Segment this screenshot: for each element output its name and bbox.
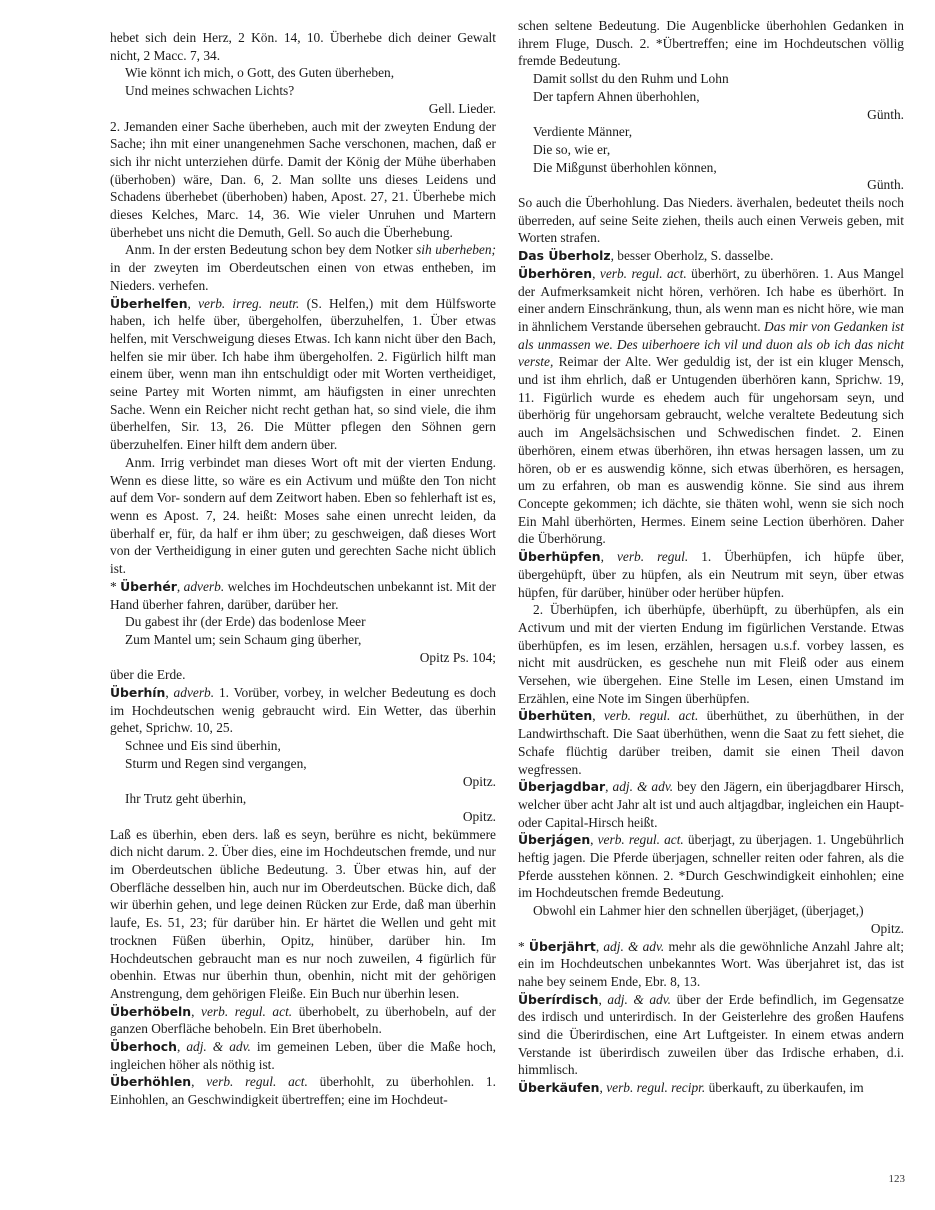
paragraph: schen seltene Bedeutung. Die Augenblicke überhohlen Gedanken in ihrem Fluge, Dusch. 2. *Übertreffen; eine im Hochdeutschen völlig fremde Bedeutung. [518,18,904,69]
entry-text: Reimar der Alte. Wer geduldig ist, der ist ein kluger Mensch, und ist ihm ehrlich, daß er Untugenden überhören kann, Sprichw. 19, 11. Figürlich wurde es ehedem auch für ungehorsam seyn, und überhörig für ungehorsam gebraucht, welche veraltete Bedeutung sich auch im Angelsächsischen und Schwedischen findet. 2. Einen überhören, einem etwas überhören, ihn etwas hersagen lassen, um zu hören, ob er es auswendig könne, sich etwas überhören, es hersagen, um zu erfahren, ob man es auswendig könne. Sie sind aus ihrem Concepte gekommen; ich dächte, sie thäten wohl, wenn sie sich noch Ein Mahl überhörten, Hermes. Einem seine Lection überhören. Daher die Überhörung. [518,354,904,547]
dictionary-entry: Überjágen, verb. regul. act. überjagt, zu überjagen. 1. Ungebührlich heftig jagen. Die Pferde überjagen, schneller reiten oder fahren, als die Pferde ausstehen können. 2. *Durch Geschwindigkeit einhohlen; eine im Hochdeutschen fremde Bedeutung. [518,832,904,901]
annotation-paragraph [110,241,496,294]
dictionary-entry: * Überjährt, adj. & adv. mehr als die gewöhnliche Anzahl Jahre alt; ein im Hochdeutschen unbekanntes Wort. Was überjahret ist, das ist nahe bey seinem Ende, Ebr. 8, 13. [518,938,904,989]
dictionary-entry: Überhören, verb. regul. act. überhört, zu überhören. 1. Aus Mangel der Aufmerksamkeit nicht hören, verhören. Ich habe es überhört. In einer andern Einschränkung, thun, als wenn man es nicht höre, wie man in ähnlichem Verstande übersehen gebraucht. Das mir von Gedanken ist als unmassen we. Des uiberhoere ich vil und duon als ob ich das nicht verste, Reimar der Alte. Wer geduldig ist, der ist ein kluger Mensch, und ist ihm ehrlich, daß er Untugenden überhören kann, Sprichw. 19, 11. Figürlich wurde es ehedem auch für ungehorsam seyn, und überhörig für ungehorsam gebraucht, welche veraltete Bedeutung sich auch im Angelsächsischen und Schwedischen findet. 2. Einen überhören, einem etwas überhören, ihn etwas hersagen lassen, um zu hören, ob er es auswendig könne, sich etwas überhören, es hersagen, um zu erfahren, ob man es auswendig könne. Sie sind aus ihrem Concepte gekommen; ich dächte, sie thäten wohl, wenn sie sich noch Ein Mahl überhörten, Hermes. Einem seine Lection überhören. Daher die Überhörung. [518,265,904,547]
grammar-label: adverb. [173,685,215,701]
dictionary-entry: Überírdisch, adj. & adv. über der Erde befindlich, im Gegensatze des irdisch und unterirdisch. In der Geisterlehre des großen Haufens sind die Überirdischen, eine Art Luftgeister. In einem etwas andern Verstande ist überirdisch zuweilen über das Irdische erhaben, d.i. himmlisch. [518,991,905,1078]
headword: Überjährt [528,938,596,954]
annotation-text: in der zweyten im Oberdeutschen einen von etwas entheben, im Nieders. verhefen. [110,260,496,293]
grammar-label: verb. irreg. neutr. [198,295,300,311]
grammar-label: verb. regul. act. [603,708,699,724]
headword: Überjagdbar [518,779,606,795]
headword: Überhín [110,685,166,701]
paragraph: hebet sich dein Herz, 2 Kön. 14, 10. Überhebe dich deiner Gewalt nicht, 2 Macc. 7, 34. [110,30,496,63]
verse-quote [518,902,904,920]
dictionary-entry: Überhöhlen, verb. regul. act. überhohlt, zu überhohlen. 1. Einhohlen, an Geschwindigkeit übertreffen; eine im Hochdeut- [110,1074,496,1108]
dictionary-entry: Überhüpfen, verb. regul. 1. Überhüpfen, ich hüpfe über, übergehüpft, über zu hüpfen, als ein Neutrum mit seyn, über etwas hüpfen, für darüber, hinüber oder herüber hüpfen. [518,549,904,600]
entry-text: überhüthet, zu überhüthen, in der Landwirthschaft. Die Saat überhüthen, wenn die Saat zu fett siehet, die Schafe flüchtig darüber treiben, damit sie einen Theil davon wegfressen. [518,708,904,777]
dictionary-entry: Überhoch, adj. & adv. im gemeinen Leben, über die Maße hoch, ingleichen höher als nöthig ist. [110,1039,496,1072]
entry-text: überhohlt, zu überhohlen. 1. Einhohlen, an Geschwindigkeit übertreffen; eine im Hochdeut- [110,1074,496,1108]
headword: Überhören [518,265,593,281]
verse-quote [518,70,904,105]
paragraph: 2. Überhüpfen, ich überhüpfe, überhüpft, zu überhüpfen, als ein Activum und mit der vierten Endung im figürlichen Verstande. Etwas überhüpfen, es im lesen, erzählen, hersagen u.s.f. vorbey lassen, es nicht mit ausdrücken, es geschehe nun mit Fleiß oder aus einem Versehen, wie übergehen. Eine Stelle im Lesen, einen Umstand im Erzählen, eine Note im Singen überhüpfen. [518,602,904,706]
verse-quote [110,64,496,99]
grammar-label: adj. & adv. [612,779,674,795]
old-german-quote: sih uberheben; [416,242,496,258]
dictionary-entry: * Überhér, adverb. welches im Hochdeutschen unbekannt ist. Mit der Hand überher fahren, darüber, darüber her. [110,578,496,612]
grammar-label: adj. & adv. [603,938,665,954]
annotation-paragraph: Anm. Irrig verbindet man dieses Wort oft mit der vierten Endung. Wenn es diese litte, so wäre es ein Activum und müßte den Ton nicht auf dem Vor- sondern auf dem Zeitwort haben. Eben so fehlerhaft ist es, wenn es Apost. 7, 24. heißt: Moses sahe einen unrecht leiden, da überhalf er, für, da half er ihm über; zu geschweigen, daß dieses Wort von der Vertheidigung in einer guten und gerechten Sache nicht üblich ist. [110,454,496,577]
obsolete-marker: * [110,578,117,594]
entry-text: überjagt, zu überjagen. 1. Ungebührlich heftig jagen. Die Pferde überjagen, schneller reiten oder fahren, als die Pferde ausstehen können. 2. *Durch Geschwindigkeit einhohlen; eine im Hochdeutschen fremde Bedeutung. [518,832,904,901]
grammar-label: verb. regul. act. [206,1074,308,1090]
grammar-label: verb. regul. act. [599,265,687,281]
dictionary-entry: Überkäufen, verb. regul. recipr. überkauft, zu überkaufen, im [518,1080,864,1096]
entry-text: 1. Vorüber, vorbey, in welcher Bedeutung es doch im Hochdeutschen wenig gebraucht wird. Ein Wetter, das überhin gehet, Sprichw. 10, 25. [110,685,496,736]
headword: Überhöhlen [110,1074,192,1090]
entry-text: überkauft, zu überkaufen, im [708,1080,864,1096]
headword: Das Überholz [518,248,611,264]
grammar-label: adj. & adv. [186,1039,251,1055]
headword: Überhér [120,578,177,594]
verse-quote [518,123,904,176]
grammar-label: adverb. [183,578,225,594]
verse-line: Der tapfern Ahnen überhohlen, [533,88,700,104]
headword: Überhüten [518,708,593,724]
dictionary-entry [518,247,904,265]
citation: Opitz Ps. 104; [419,649,496,665]
headword: Überhelfen [110,295,188,311]
citation: Günth. [867,106,904,122]
verse-line: Die so, wie er, [533,141,611,157]
dictionary-entry: Überjagdbar, adj. & adv. bey den Jägern, ein überjagdbarer Hirsch, welcher über acht Jahr alt ist und auch altjagdbar, ingleichen ein Haupt- oder Capital-Hirsch heißt. [518,779,904,830]
entry-text: über der Erde befindlich, im Gegensatze des irdisch und unterirdisch. In der Geisterlehre des großen Haufens sind die Überirdischen, eine Art Luftgeister. In einem etwas andern Verstande ist überirdisch zuweilen über das Irdische erhaben, d.i. himmlisch. [518,991,905,1078]
entry-text: , besser Oberholz, S. dasselbe. [610,248,774,264]
headword: Überkäufen [518,1080,600,1096]
headword: Überhöbeln [110,1003,192,1019]
verse-line: Und meines schwachen Lichts? [125,83,295,99]
entry-text: 1. Überhüpfen, ich hüpfe über, übergehüpft, über zu hüpfen, als ein Neutrum mit seyn, über etwas hüpfen, für darüber, hinüber oder herüber hüpfen. [518,549,904,600]
verse-quote [110,613,496,648]
citation: Gell. Lieder. [428,100,496,116]
dictionary-entry: Überhelfen, verb. irreg. neutr. (S. Helfen,) mit dem Hülfsworte haben, ich helfe über, übergeholfen, überzuhelfen, 1. Über etwas helfen, mit Verschweigung dieses Etwas. Ich kann nicht über den Bach, helfen sie mir über. Ich habe ihm übergeholfen. 2. Figürlich hilft man einem über, wenn man ihn entschuldigt oder mit Worten vertheidiget, seine Partey mit Worten nimmt, am häufigsten in einer unrechten Sache. Wenn ein Reicher nicht recht gethan hat, so sind viele, die ihm überhelfen, Sir. 13, 26. Die Mütter pflegen den Söhnen gern überzuhelfen. Einer hilft dem andern über. [110,295,496,453]
citation: Günth. [867,177,904,193]
obsolete-marker: * [518,938,525,954]
headword: Überhoch [110,1039,177,1055]
dictionary-entry: Überhöbeln, verb. regul. act. überhobelt, zu überhobeln, auf der ganzen Oberfläche behobeln. Ein Bret überhobeln. [110,1003,496,1037]
verse-quote [110,790,496,808]
verse-line: Sturm und Regen sind vergangen, [125,755,307,771]
annotation-text: Anm. In der ersten Bedeutung schon bey dem Notker [125,242,413,258]
citation: Opitz. [462,808,496,824]
paragraph: 2. Jemanden einer Sache überheben, auch mit der zweyten Endung der Sache; ihn mit einer unangenehmen Sache verschonen, machen, daß er sich ihr nicht unterziehen dürfe. Damit der König der Mühe überhaben (überhoben) wäre, Dan. 6, 2. Man sollte uns dieses Leidens und Schadens überhebet (überhoben) haben, Apost. 27, 21. Überhebe mich dieses Kelches, Marc. 14, 36. Wie vieler Unruhen und Martern überhebet uns nicht die Demuth, Gell. So auch die Überhebung. [110,118,496,240]
verse-line: Verdiente Männer, [533,124,633,140]
headword: Überjágen [518,832,591,848]
grammar-label: verb. regul. act. [597,832,684,848]
verse-quote [110,737,496,772]
grammar-label: verb. regul. [616,549,689,565]
paragraph: Laß es überhin, eben ders. laß es seyn, berühre es nicht, bekümmere dich nicht darum. 2. Über dies, eine im Hochdeutschen fremde, und nur im Oberdeutschen übliche Bedeutung. 3. Über etwas hin, auf der Oberfläche desselben hin, auch nur im Oberdeutschen. Bücke dich, daß wir überhin gehen, und lege deinen Rücken zur Erde, daß man überhin laufe, Es. 51, 23; für darüber hin. Er härtet die Wellen und geht mit trocknen Füßen überhin, Opitz, hinüber, darüber hin. Im Hochdeutschen gebraucht man es nur noch zuweilen, 4 figürlich für obenhin. Etwas nur überhin thun, obenhin, nicht mit der gehörigen Anstrengung, dem gehörigen Fleiße. Ein Buch nur überhin lesen. [110,826,496,1001]
left-column [110,29,496,1109]
headword: Überhüpfen [518,549,601,565]
entry-text: überhobelt, zu überhobeln, auf der ganzen Oberfläche behobeln. Ein Bret überhobeln. [110,1003,496,1037]
right-column [518,17,904,1097]
verse-line: Wie könnt ich mich, o Gott, des Guten überheben, [125,65,395,81]
entry-text: im gemeinen Leben, über die Maße hoch, ingleichen höher als nöthig ist. [110,1039,496,1072]
old-german-quote: Das mir von Gedanken ist als unmassen we. Des uiberhoere ich vil und duon als ob ich das nicht verste, [518,318,904,370]
dictionary-entry: Überhín, adverb. 1. Vorüber, vorbey, in welcher Bedeutung es doch im Hochdeutschen wenig gebraucht wird. Ein Wetter, das überhin gehet, Sprichw. 10, 25. [110,685,496,736]
entry-text: bey den Jägern, ein überjagdbarer Hirsch, welcher über acht Jahr alt ist und auch altjagdbar, ingleichen ein Haupt- oder Capital-Hirsch heißt. [518,779,904,830]
page-number: 123 [888,1173,905,1185]
verse-line: Damit sollst du den Ruhm und Lohn [533,71,729,87]
verse-line: Du gabest ihr (der Erde) das bodenlose Meer [125,614,366,630]
verse-line: Zum Mantel um; sein Schaum ging überher, [125,631,362,647]
paragraph: über die Erde. [110,667,186,683]
verse-line: Obwohl ein Lahmer hier den schnellen überjäget, (überjaget,) [533,903,864,919]
entry-text: mehr als die gewöhnliche Anzahl Jahre alt; ein im Hochdeutschen unbekanntes Wort. Was überjahret ist, das ist nahe bey seinem Ende, Ebr. 8, 13. [518,938,904,989]
verse-line: Ihr Trutz geht überhin, [125,791,247,807]
citation: Opitz. [462,773,496,789]
verse-line: Die Mißgunst überhohlen können, [533,159,717,175]
dictionary-entry: Überhüten, verb. regul. act. überhüthet, zu überhüthen, in der Landwirthschaft. Die Saat überhüthen, wenn die Saat zu fett siehet, die Schafe flüchtig darüber treiben, damit sie einen Theil davon wegfressen. [518,708,904,777]
verse-line: Schnee und Eis sind überhin, [125,738,281,754]
entry-text: überhört, zu überhören. 1. Aus Mangel der Aufmerksamkeit nicht hören, verhören. Ich habe es überhört. In einer andern Einschränkung, thun, als wenn man es nicht höre, wie man in ähnlichem Verstande übersehen gebraucht. [518,265,904,334]
grammar-label: verb. regul. recipr. [606,1080,706,1096]
entry-text: welches im Hochdeutschen unbekannt ist. Mit der Hand überher fahren, darüber, darüber her. [110,578,496,612]
grammar-label: adj. & adv. [607,991,672,1007]
entry-text: (S. Helfen,) mit dem Hülfsworte haben, ich helfe über, übergeholfen, überzuhelfen, 1. Über etwas helfen, mit Verschweigung dieses Etwas. Ich kann nicht über den Bach, helfen sie mir über. Ich habe ihm übergeholfen. 2. Figürlich hilft man einem über, wenn man ihn entschuldigt oder mit Worten vertheidiget, seine Partey mit Worten nimmt, am häufigsten in einer unrechten Sache. Wenn ein Reicher nicht recht gethan hat, so sind viele, die ihm überhelfen, Sir. 13, 26. Die Mütter pflegen den Söhnen gern überzuhelfen. Einer hilft dem andern über. [110,295,496,453]
paragraph: So auch die Überhohlung. Das Nieders. äverhalen, bedeutet theils noch überreden, auf seine Seite ziehen, theils auch einen Verweis geben, mit Worten strafen. [518,195,904,246]
grammar-label: verb. regul. act. [201,1003,293,1019]
citation: Opitz. [870,920,904,936]
headword: Überírdisch [518,991,599,1007]
